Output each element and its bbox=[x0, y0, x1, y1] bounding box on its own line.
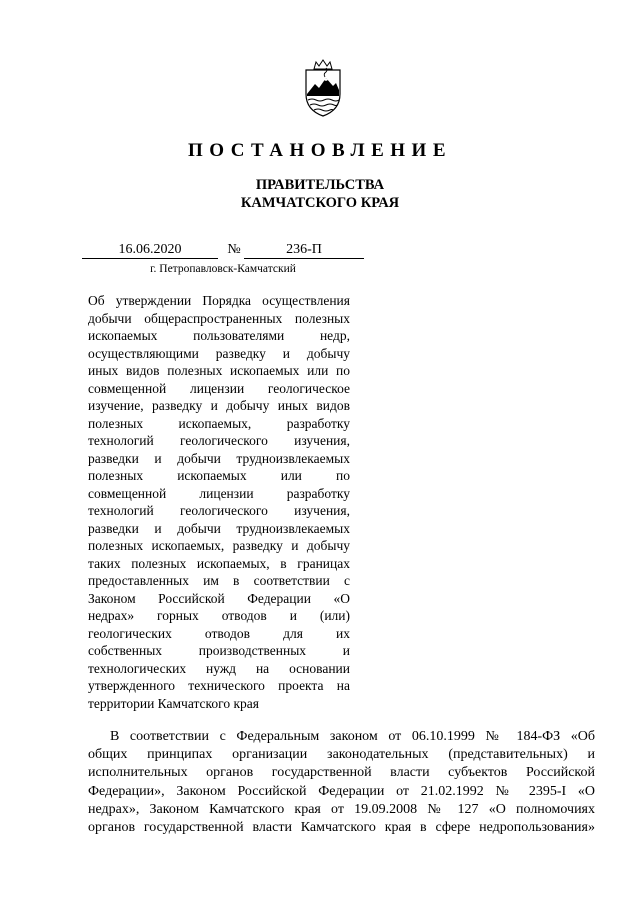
preamble-paragraph bbox=[88, 728, 595, 837]
title-line: полезных ископаемых, разработку bbox=[88, 415, 350, 431]
title-line: утвержденного технического проекта на bbox=[88, 678, 350, 693]
title-line: добычи общераспространенных полезных bbox=[88, 310, 350, 326]
title-line: таких полезных ископаемых, в границах bbox=[88, 555, 350, 571]
title-line: технологических нужд на основании bbox=[88, 660, 350, 676]
body-line: Федерации», Законом Российской Федерации от 21.02.1992 № 2395-I «О bbox=[88, 783, 595, 799]
title-line: технологий геологического изучения, bbox=[88, 433, 350, 448]
document-type-heading: ПОСТАНОВЛЕНИЕ bbox=[187, 140, 453, 161]
title-line: изучение, разведку и добычу иных видов bbox=[88, 398, 350, 413]
title-line: ископаемых пользователями недр, bbox=[88, 328, 350, 343]
title-line: Об утверждении Порядка осуществления bbox=[88, 293, 350, 308]
document-number: 236-П bbox=[244, 242, 364, 259]
title-line: совмещенной лицензии разработку bbox=[88, 485, 350, 501]
title-line: технологий геологического изучения, bbox=[88, 503, 350, 518]
number-sign: № bbox=[227, 242, 241, 257]
title-line: разведки и добычи трудноизвлекаемых bbox=[88, 450, 350, 466]
body-line: органов государственной власти Камчатского края в сфере недропользования» bbox=[88, 819, 595, 835]
issuer-heading bbox=[0, 176, 640, 212]
title-line: совмещенной лицензии геологическое bbox=[88, 380, 350, 396]
title-line: Законом Российской Федерации «О bbox=[88, 590, 350, 606]
title-line: предоставленных им в соответствии с bbox=[88, 573, 350, 588]
title-line: полезных ископаемых или по bbox=[88, 468, 350, 483]
document-date: 16.06.2020 bbox=[82, 242, 218, 259]
title-line: полезных ископаемых, разведку и добычу bbox=[88, 538, 350, 553]
title-line: недрах» горных отводов и (или) bbox=[88, 608, 350, 623]
title-line: территории Камчатского края bbox=[88, 695, 259, 711]
coat-of-arms-emblem bbox=[302, 58, 344, 118]
title-line: осуществляющими разведку и добычу bbox=[88, 345, 350, 361]
title-line: иных видов полезных ископаемых или по bbox=[88, 363, 350, 378]
body-line: исполнительных органов государственной власти субъектов Российской bbox=[88, 765, 595, 781]
issuing-city: г. Петропавловск-Камчатский bbox=[150, 263, 296, 275]
title-line: собственных производственных и bbox=[88, 643, 350, 658]
title-line: геологических отводов для их bbox=[88, 625, 350, 641]
body-line: недрах», Законом Камчатского края от 19.09.2008 № 127 «О полномочиях bbox=[88, 801, 595, 817]
body-line: общих принципах организации законодательных (представительных) и bbox=[88, 747, 595, 763]
resolution-title bbox=[88, 292, 350, 712]
body-line: В соответствии с Федеральным законом от 06.10.1999 № 184-ФЗ «Об bbox=[110, 729, 595, 744]
issuer-line-2: КАМЧАТСКОГО КРАЯ bbox=[240, 195, 400, 211]
title-line: разведки и добычи трудноизвлекаемых bbox=[88, 520, 350, 536]
issuer-line-1: ПРАВИТЕЛЬСТВА bbox=[255, 177, 385, 193]
